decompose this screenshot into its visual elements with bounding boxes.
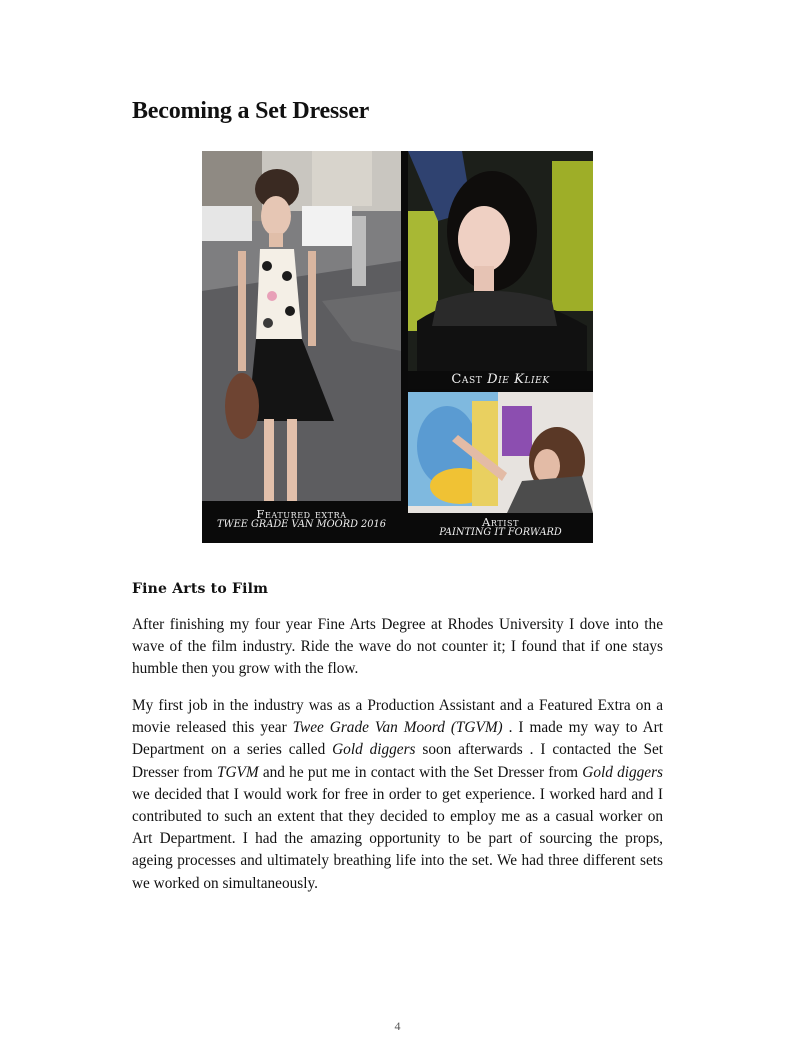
paragraph-1: After finishing my four year Fine Arts Degree at Rhodes University I dove into the wave of the film industry. Ride the wave do not counter it; I found that if one stays humble then you grow with the flow.	[132, 616, 663, 678]
paragraph-2	[132, 695, 663, 895]
artist-caption-line1: Artist	[481, 515, 520, 529]
section-heading: Fine Arts to Film	[132, 581, 269, 597]
collage-graphics	[202, 151, 593, 543]
paragraph-2-text-1: My first job in the industry was as a Production Assistant and a Featured Extra on a movie released this year	[132, 697, 663, 737]
cast-caption	[408, 373, 593, 387]
paragraph-2-text-4: and he put me in contact with the Set Dresser from	[258, 763, 583, 781]
cast-caption-prefix: Cast	[451, 372, 488, 387]
artist-caption	[408, 516, 593, 538]
series-title-gold-diggers: Gold diggers	[332, 741, 416, 759]
movie-title-tgvm: Twee Grade Van Moord (TGVM)	[292, 719, 503, 737]
cast-portrait-photo	[408, 151, 593, 389]
paragraph-2-text-2: . I made my way to Art Department on a series called	[132, 719, 663, 759]
featured-extra-caption-line2: TWEE GRADE VAN MOORD 2016	[217, 519, 386, 531]
featured-extra-caption	[202, 508, 401, 530]
paragraph-2-text-3: soon afterwards . I contacted the Set Dresser from	[132, 741, 663, 781]
artist-caption-line2: PAINTING IT FORWARD	[439, 527, 562, 539]
featured-extra-caption-line1: Featured extra	[256, 507, 347, 521]
series-title-gold-diggers-2: Gold diggers	[582, 763, 663, 781]
photo-collage	[202, 151, 593, 543]
page-title: Becoming a Set Dresser	[132, 98, 370, 124]
cast-caption-show: Die Kliek	[487, 372, 550, 387]
featured-extra-photo	[202, 151, 401, 543]
movie-abbrev-tgvm: TGVM	[216, 763, 259, 781]
paragraph-2-text-5: we decided that I would work for free in order to get experience. I worked hard and I contributed to such an extent that they decided to employ me as a casual worker on Art Department. I had the amazing opportunity to be part of sourcing the props, ageing processes and ultimately breathing life into the set. We had three different sets we worked on simultaneously.	[132, 785, 663, 892]
page-number: 4	[394, 1019, 401, 1033]
